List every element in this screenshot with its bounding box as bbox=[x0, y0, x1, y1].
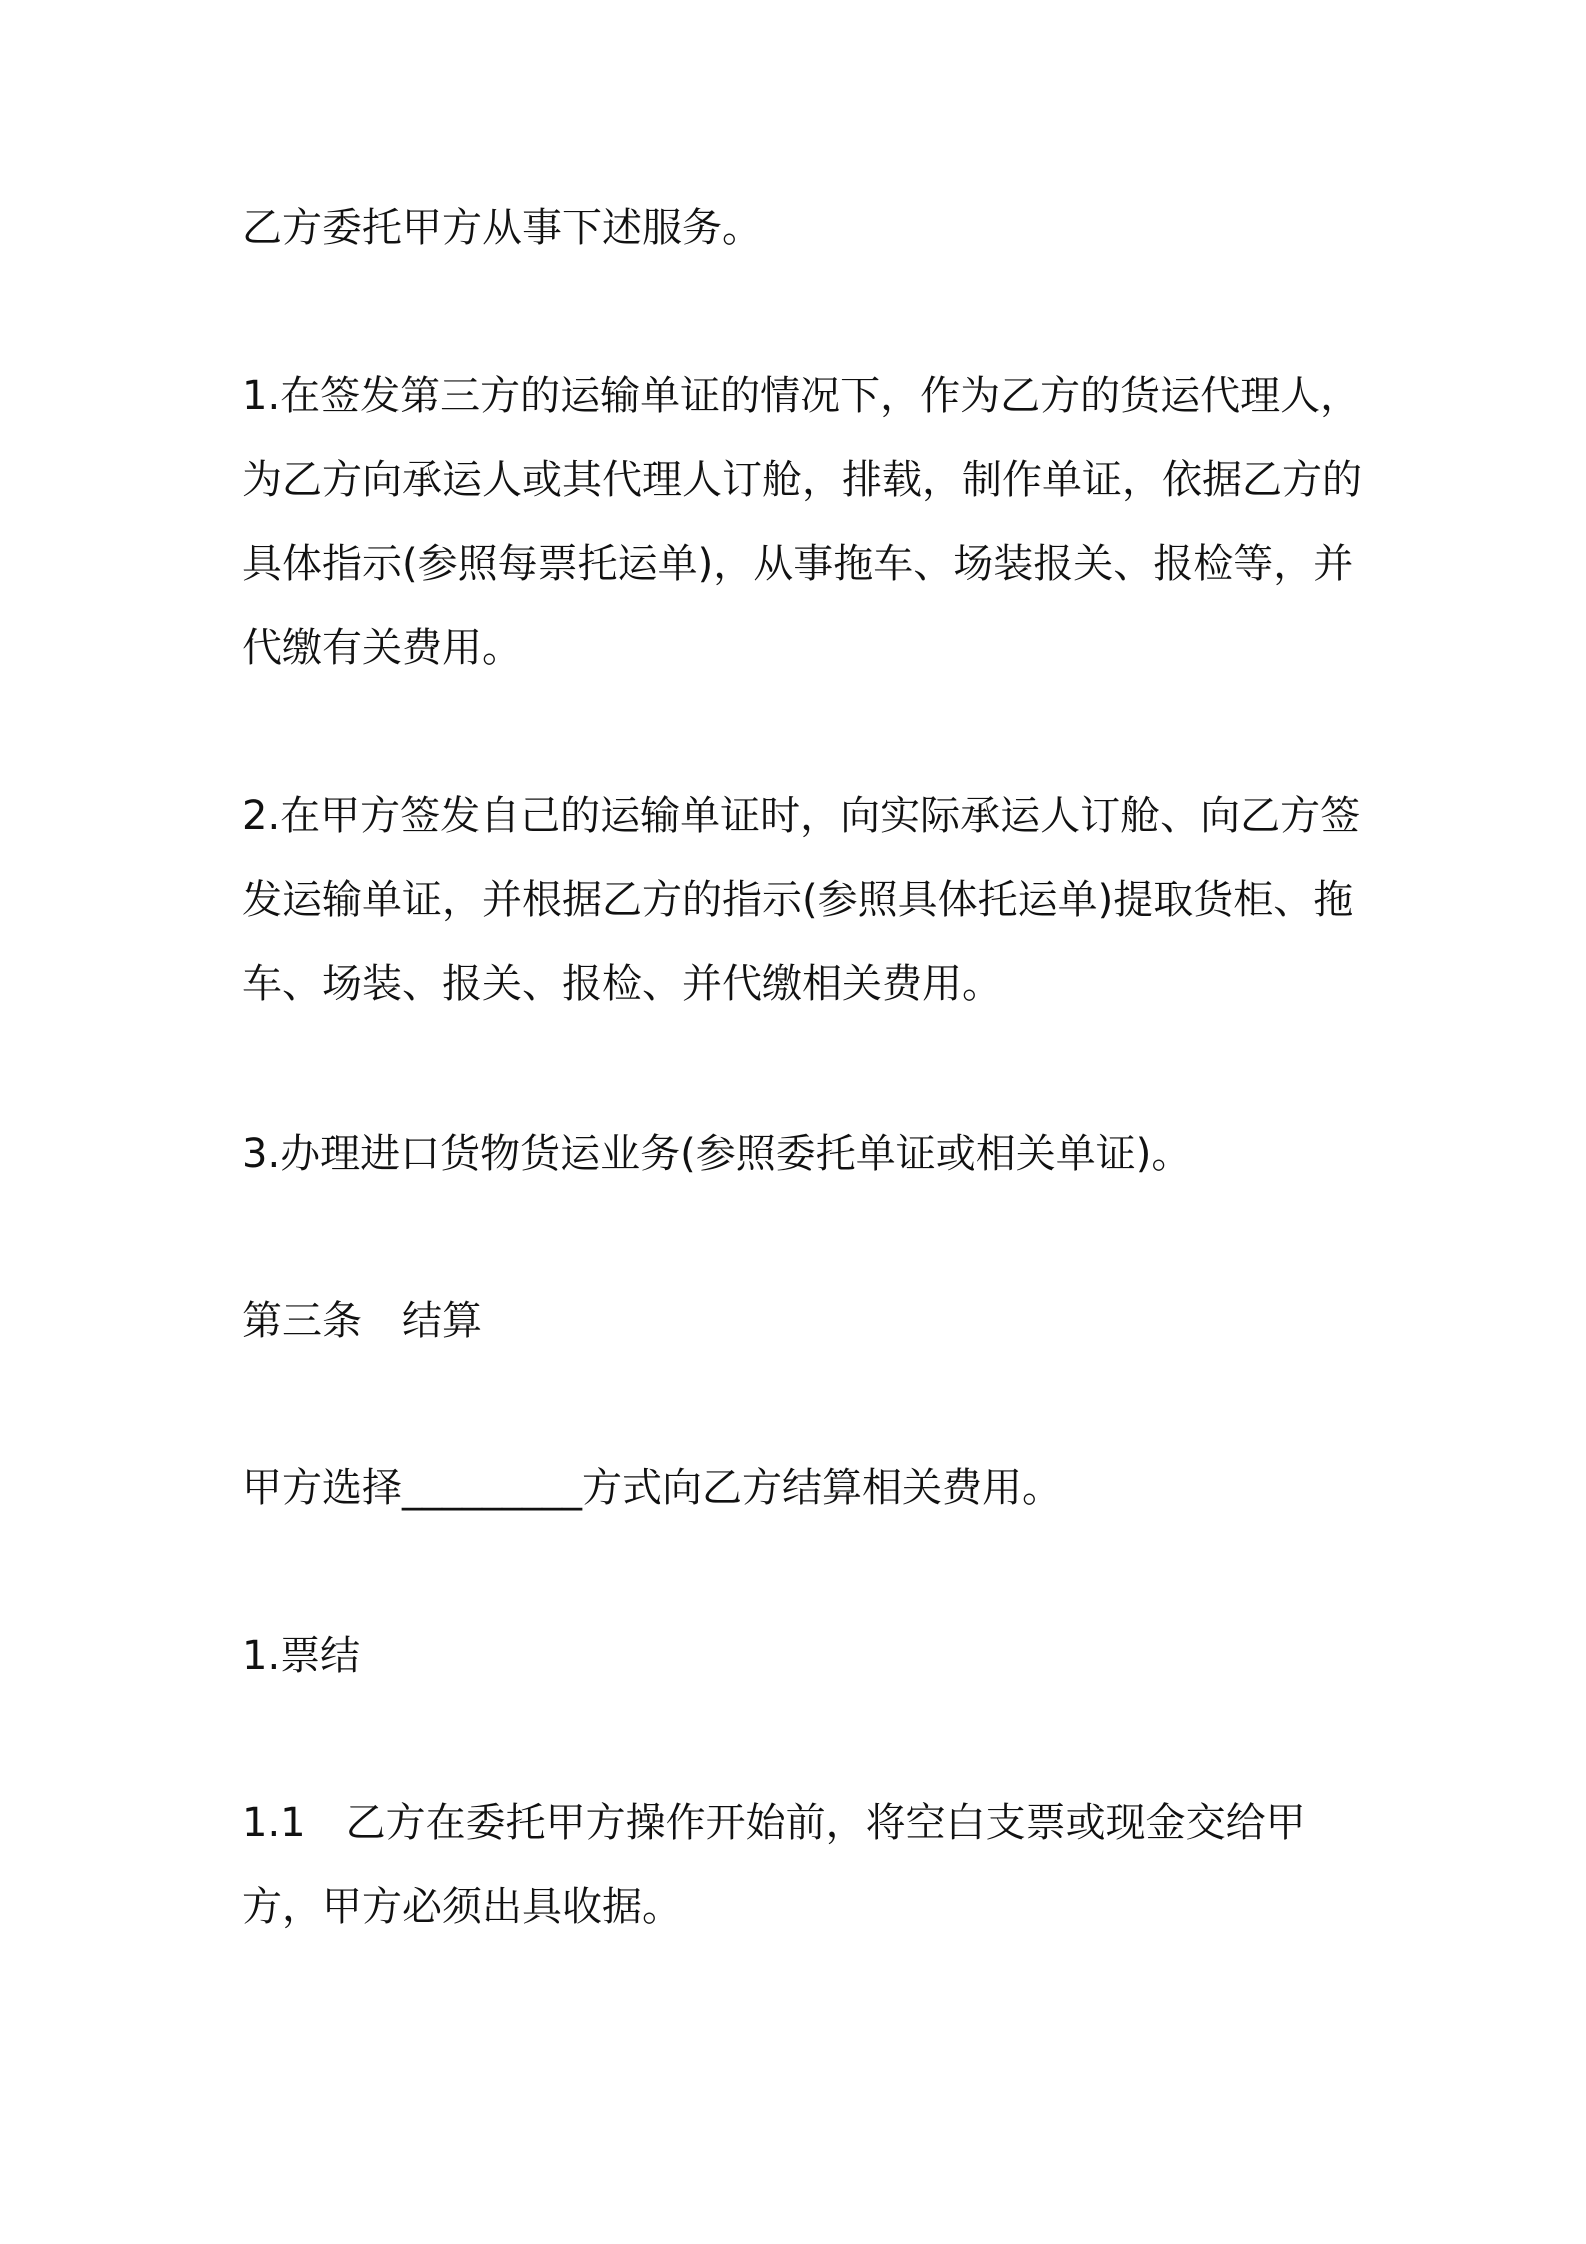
article-3-heading: 第三条 结算 bbox=[242, 1298, 482, 1344]
service-item-1-paragraph: 1.在签发第三方的运输单证的情况下，作为乙方的货运代理人，为乙方向承运人或其代理人订舱，排载，制作单证，依据乙方的具体指示(参照每票托运单)，从事拖车、场装报关、报检等，并代缴有关费用。 bbox=[242, 373, 1362, 671]
settlement-option-1-heading: 1.票结 bbox=[242, 1633, 361, 1679]
intro-paragraph: 乙方委托甲方从事下述服务。 bbox=[242, 205, 762, 251]
service-item-3-paragraph: 3.办理进口货物货运业务(参照委托单证或相关单证)。 bbox=[242, 1131, 1192, 1177]
clause-1-1-paragraph: 1.1 乙方在委托甲方操作开始前，将空白支票或现金交给甲方，甲方必须出具收据。 bbox=[242, 1800, 1306, 1930]
service-item-2-paragraph: 2.在甲方签发自己的运输单证时，向实际承运人订舱、向乙方签发运输单证，并根据乙方的指示(参照具体托运单)提取货柜、拖车、场装、报关、报检、并代缴相关费用。 bbox=[242, 793, 1361, 1007]
settlement-method-paragraph: 甲方选择_________方式向乙方结算相关费用。 bbox=[242, 1465, 1062, 1511]
